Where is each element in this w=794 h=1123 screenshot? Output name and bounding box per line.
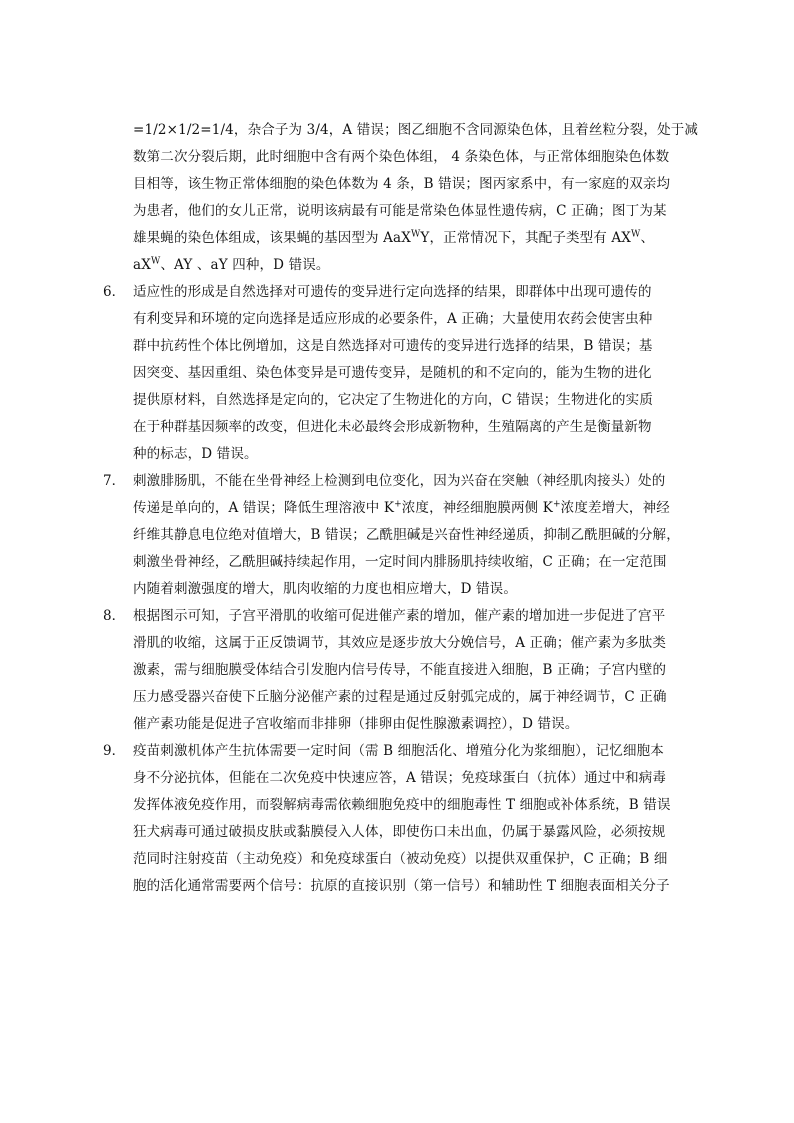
text-line bbox=[133, 661, 666, 679]
text-run: 刺激坐骨神经，乙酰胆碱持续起作用，一定时间内腓肠肌持续收缩，C 正确；在一定范围 bbox=[133, 554, 667, 570]
text-run: 狂犬病毒可通过破损皮肤或黏膜侵入人体，即使伤口未出血，仍属于暴露风险，必须按规 bbox=[133, 824, 666, 840]
text-line bbox=[133, 688, 667, 706]
text-run: 提供原材料，自然选择是定向的，它决定了生物进化的方向，C 错误；生物进化的实质 bbox=[133, 392, 653, 408]
text-run: 传递是单向的，A 错误；降低生理溶液中 K bbox=[133, 500, 395, 516]
text-line bbox=[133, 391, 653, 409]
text-line bbox=[133, 823, 665, 841]
text-line bbox=[133, 121, 698, 139]
text-line bbox=[133, 850, 667, 868]
text-line bbox=[133, 283, 652, 301]
text-line bbox=[133, 877, 670, 895]
text-line bbox=[133, 445, 258, 463]
superscript: W bbox=[411, 229, 421, 240]
text-run: 数第二次分裂后期，此时细胞中含有两个染色体组， 4 条染色体，与正常体细胞染色体数 bbox=[133, 149, 670, 165]
text-run: 雄果蝇的染色体组成，该果蝇的基因型为 AaX bbox=[133, 230, 411, 246]
item-number: 7． bbox=[103, 473, 126, 489]
item-number: 9． bbox=[103, 743, 126, 759]
text-line bbox=[133, 769, 666, 787]
item-number: 8． bbox=[103, 608, 126, 624]
text-line bbox=[133, 580, 517, 598]
text-line bbox=[133, 499, 670, 517]
text-line bbox=[133, 715, 578, 733]
text-run: 群中抗药性个体比例增加，这是自然选择对可遗传的变异进行选择的结果，B 错误；基 bbox=[133, 338, 653, 354]
text-run: 有利变异和环境的定向选择是适应形成的必要条件，A 正确；大量使用农药会使害虫种 bbox=[133, 311, 653, 327]
text-run: 、 bbox=[640, 230, 655, 246]
text-run: 内随着刺激强度的增大，肌肉收缩的力度也相应增大，D 错误。 bbox=[133, 581, 517, 597]
text-run: 种的标志，D 错误。 bbox=[133, 446, 258, 462]
text-run: 目相等，该生物正常体细胞的染色体数为 4 条，B 错误；图丙家系中，有一家庭的双亲均 bbox=[133, 176, 671, 192]
text-run: 浓度，神经细胞膜两侧 K bbox=[401, 500, 553, 516]
text-run: 胞的活化通常需要两个信号：抗原的直接识别（第一信号）和辅助性 T 细胞表面相关分子 bbox=[133, 878, 670, 894]
text-line bbox=[133, 634, 666, 652]
text-run: 为患者，他们的女儿正常，说明该病最有可能是常染色体显性遗传病，C 正确；图丁为某 bbox=[133, 203, 667, 219]
text-run: 范同时注射疫苗（主动免疫）和免疫球蛋白（被动免疫）以提供双重保护，C 正确；B 细 bbox=[133, 851, 668, 867]
text-run: =1/2×1/2=1/4，杂合子为 3/4，A 错误；图乙细胞不含同源染色体，且着丝粒分裂，处于减 bbox=[133, 122, 699, 138]
text-line bbox=[133, 175, 670, 193]
text-run: 、AY 、aY 四种，D 错误。 bbox=[160, 257, 330, 273]
text-run: 疫苗刺激机体产生抗体需要一定时间（需 B 细胞活化、增殖分化为浆细胞），记忆细胞本 bbox=[133, 743, 664, 759]
text-run: 因突变、基因重组、染色体变异是可遗传变异，是随机的和不定向的，能为生物的进化 bbox=[133, 365, 652, 381]
superscript: + bbox=[394, 499, 402, 510]
text-run: Y，正常情况下，其配子类型有 AX bbox=[420, 230, 632, 246]
text-run: 压力感受器兴奋使下丘脑分泌催产素的过程是通过反射弧完成的，属于神经调节，C 正确 bbox=[133, 689, 667, 705]
text-line bbox=[133, 256, 330, 274]
text-run: 适应性的形成是自然选择对可遗传的变异进行定向选择的结果，即群体中出现可遗传的 bbox=[133, 284, 652, 300]
text-run: aX bbox=[133, 257, 151, 273]
superscript: W bbox=[150, 256, 161, 267]
text-line bbox=[133, 526, 680, 544]
text-line bbox=[133, 148, 669, 166]
superscript: W bbox=[631, 229, 641, 240]
text-run: 刺激腓肠肌，不能在坐骨神经上检测到电位变化，因为兴奋在突触（神经肌肉接头）处的 bbox=[133, 473, 666, 489]
text-line bbox=[133, 310, 652, 328]
text-run: 在于种群基因频率的改变，但进化未必最终会形成新物种，生殖隔离的产生是衡量新物 bbox=[133, 419, 652, 435]
text-run: 发挥体液免疫作用，而裂解病毒需依赖细胞免疫中的细胞毒性 T 细胞或补体系统，B 错误 bbox=[133, 797, 671, 813]
text-line bbox=[133, 742, 664, 760]
text-line bbox=[133, 796, 671, 814]
text-run: 根据图示可知，子宫平滑肌的收缩可促进催产素的增加，催产素的增加进一步促进了宫平 bbox=[133, 608, 666, 624]
superscript: + bbox=[552, 499, 561, 510]
text-run: 激素，需与细胞膜受体结合引发胞内信号传导，不能直接进入细胞，B 正确；子宫内壁的 bbox=[133, 662, 667, 678]
item-number: 6． bbox=[103, 284, 126, 300]
text-line bbox=[133, 229, 654, 247]
text-line bbox=[133, 364, 652, 382]
text-run: 纤维其静息电位绝对值增大，B 错误；乙酰胆碱是兴奋性神经递质，抑制乙酰胆碱的分解， bbox=[133, 527, 680, 543]
text-line bbox=[133, 472, 665, 490]
text-run: 浓度差增大，神经 bbox=[560, 500, 670, 516]
text-line bbox=[133, 607, 665, 625]
text-run: 催产素功能是促进子宫收缩而非排卵（排卵由促性腺激素调控），D 错误。 bbox=[133, 716, 579, 732]
text-line bbox=[133, 337, 653, 355]
text-run: 滑肌的收缩，这属于正反馈调节，其效应是逐步放大分娩信号，A 正确；催产素为多肽类 bbox=[133, 635, 667, 651]
text-run: 身不分泌抗体，但能在二次免疫中快速应答，A 错误；免疫球蛋白（抗体）通过中和病毒 bbox=[133, 770, 667, 786]
text-line bbox=[133, 553, 667, 571]
text-line bbox=[133, 202, 667, 220]
text-line bbox=[133, 418, 652, 436]
